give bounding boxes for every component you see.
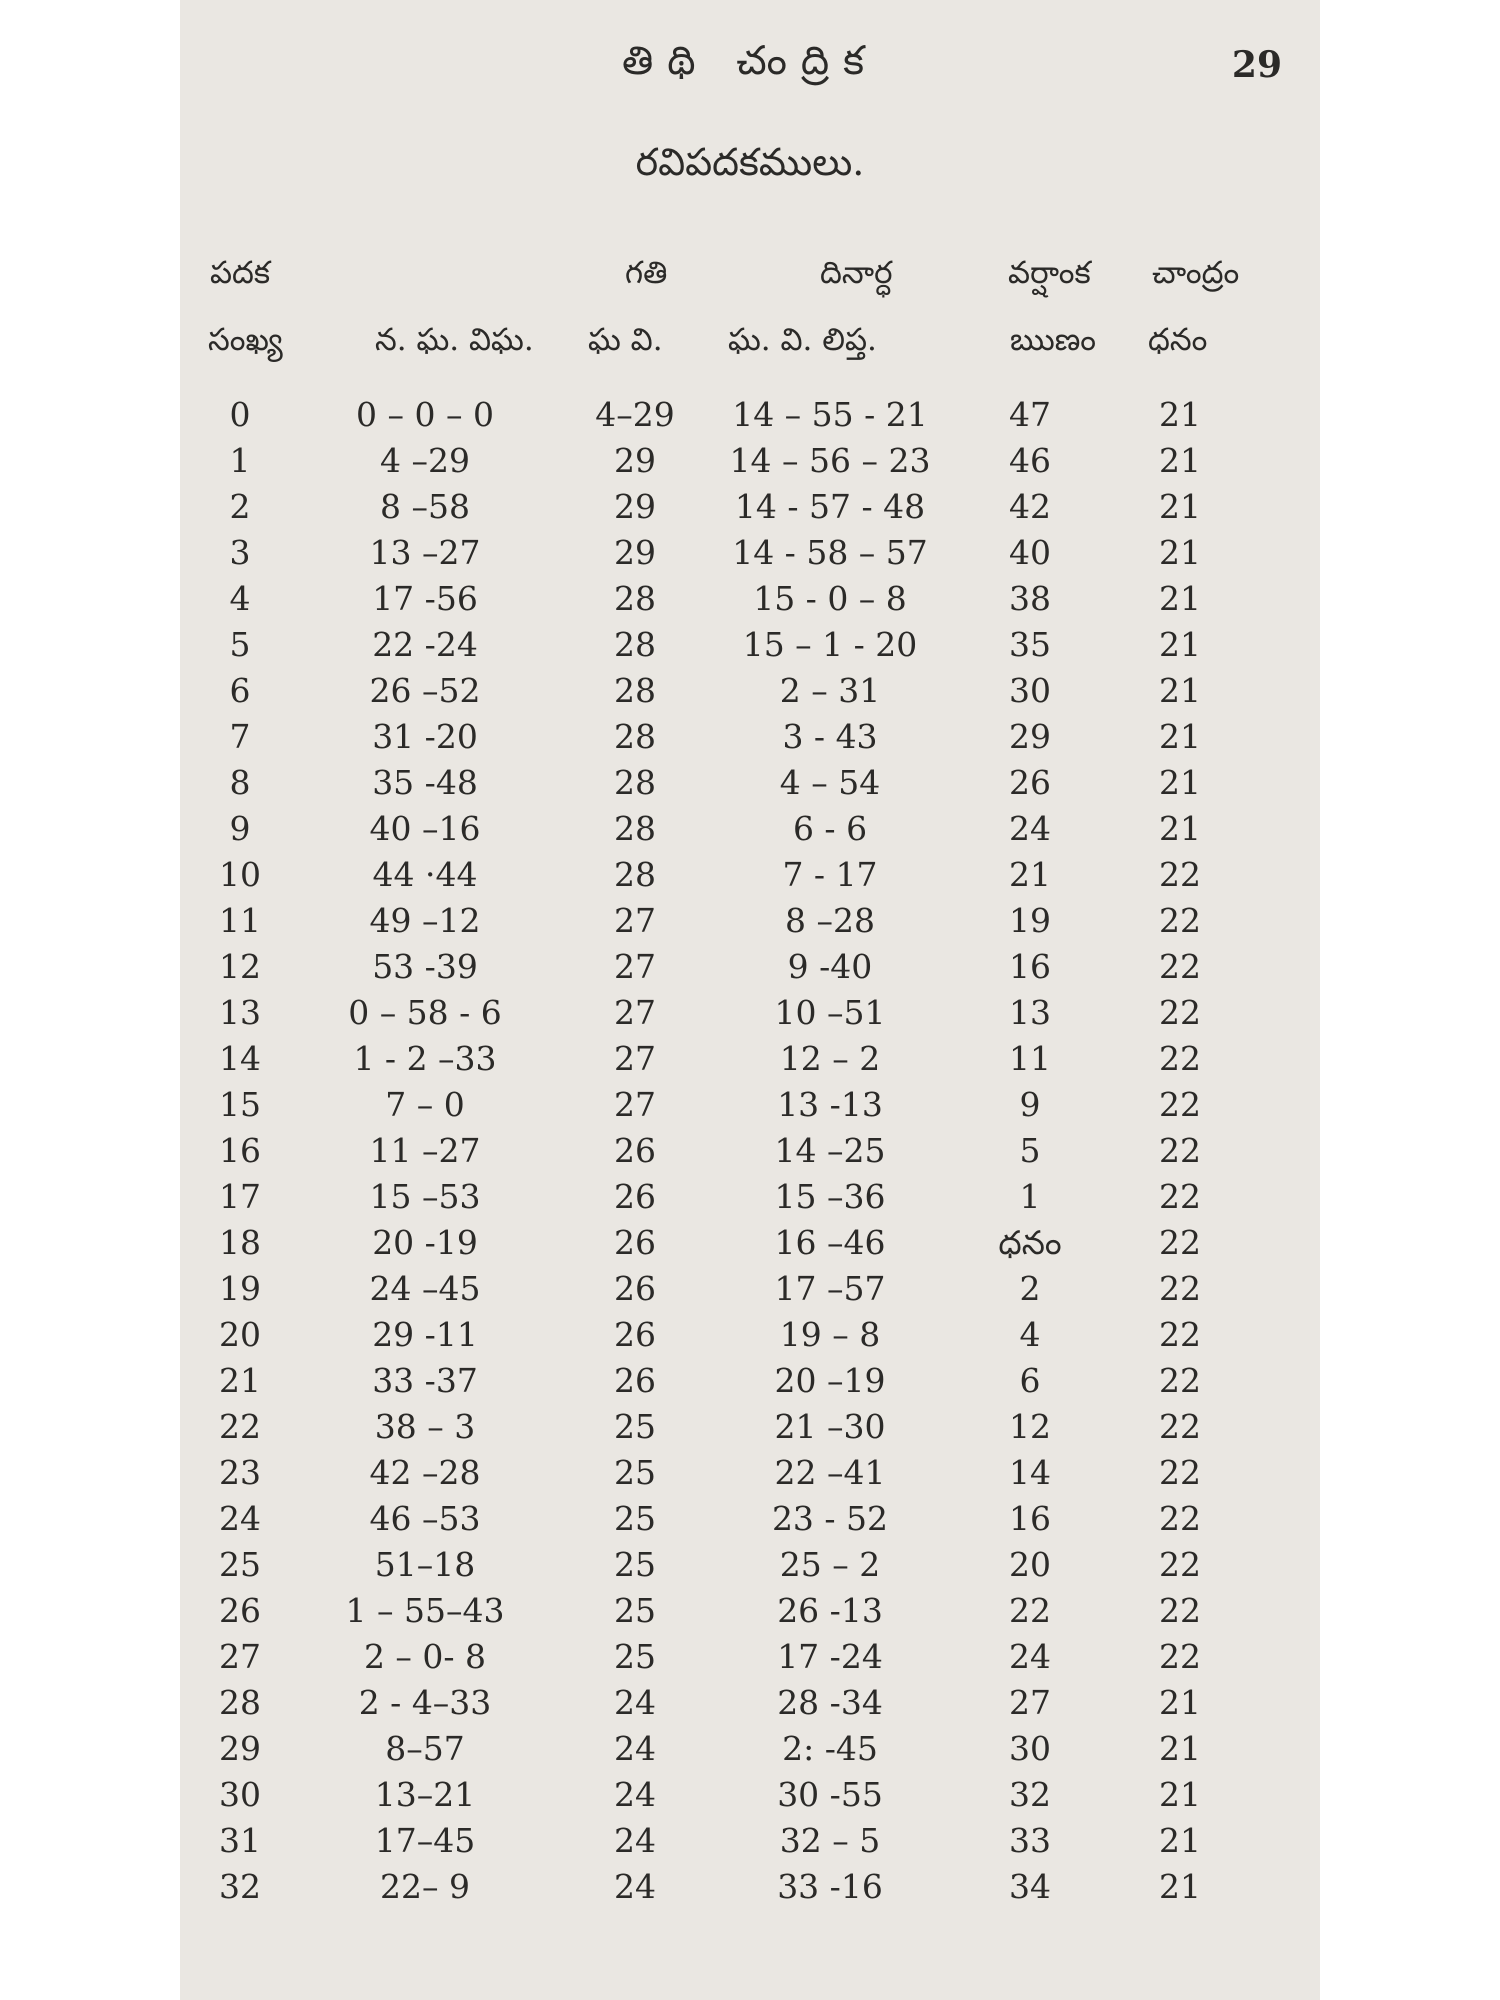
cell-gati: 0 – 0 – 0 <box>356 395 494 434</box>
cell-gati: 4 –29 <box>380 441 470 480</box>
cell-chandram: 22 <box>1159 1131 1201 1170</box>
cell-padaka-number: 23 <box>219 1453 261 1492</box>
table-row <box>180 1220 1320 1266</box>
cell-chandram: 21 <box>1159 1683 1201 1722</box>
cell-dinardha: 33 -16 <box>777 1867 883 1906</box>
table-row <box>180 760 1320 806</box>
cell-chandram: 22 <box>1159 1637 1201 1676</box>
cell-chandram: 21 <box>1159 533 1201 572</box>
cell-padaka-number: 5 <box>229 625 251 664</box>
cell-varshanka: 29 <box>1009 717 1051 756</box>
col-head-sankhya: సంఖ్య <box>208 322 283 358</box>
cell-gati-diff: 28 <box>614 671 656 710</box>
cell-varshanka: 16 <box>1009 947 1051 986</box>
cell-padaka-number: 26 <box>219 1591 261 1630</box>
table-row <box>180 1634 1320 1680</box>
cell-padaka-number: 7 <box>229 717 251 756</box>
col-head-chandram: చాంద్రం <box>1152 255 1240 291</box>
cell-gati-diff: 28 <box>614 809 656 848</box>
cell-gati-diff: 29 <box>614 487 656 526</box>
cell-padaka-number: 30 <box>219 1775 261 1814</box>
col-head-runam: ఋణం <box>1010 322 1097 358</box>
cell-dinardha: 17 –57 <box>774 1269 886 1308</box>
cell-varshanka: 38 <box>1009 579 1051 618</box>
cell-gati-diff: 26 <box>614 1361 656 1400</box>
page-number: 29 <box>1231 44 1282 86</box>
cell-padaka-number: 32 <box>219 1867 261 1906</box>
table-row <box>180 714 1320 760</box>
table-row <box>180 1036 1320 1082</box>
table-row <box>180 622 1320 668</box>
cell-padaka-number: 29 <box>219 1729 261 1768</box>
cell-varshanka: 27 <box>1009 1683 1051 1722</box>
cell-padaka-number: 4 <box>229 579 251 618</box>
cell-dinardha: 2 – 31 <box>779 671 881 710</box>
cell-dinardha: 8 –28 <box>785 901 875 940</box>
cell-chandram: 22 <box>1159 1453 1201 1492</box>
cell-gati: 31 -20 <box>372 717 478 756</box>
table-body <box>180 392 1320 1910</box>
cell-dinardha: 10 –51 <box>774 993 886 1032</box>
table-row <box>180 1174 1320 1220</box>
cell-gati-diff: 28 <box>614 855 656 894</box>
cell-gati: 8 –58 <box>380 487 470 526</box>
col-head-dinardha: దినార్ధ <box>820 255 893 291</box>
table-row <box>180 1266 1320 1312</box>
cell-gati: 46 –53 <box>369 1499 481 1538</box>
cell-chandram: 22 <box>1159 1269 1201 1308</box>
cell-gati-diff: 4–29 <box>595 395 675 434</box>
cell-gati: 40 –16 <box>369 809 481 848</box>
cell-chandram: 21 <box>1159 763 1201 802</box>
cell-padaka-number: 17 <box>219 1177 261 1216</box>
cell-dinardha: 30 -55 <box>777 1775 883 1814</box>
cell-padaka-number: 0 <box>229 395 251 434</box>
cell-varshanka: 11 <box>1009 1039 1051 1078</box>
cell-chandram: 22 <box>1159 1315 1201 1354</box>
cell-varshanka: 2 <box>1019 1269 1041 1308</box>
cell-padaka-number: 16 <box>219 1131 261 1170</box>
cell-chandram: 21 <box>1159 809 1201 848</box>
cell-gati: 1 - 2 –33 <box>353 1039 497 1078</box>
cell-padaka-number: 27 <box>219 1637 261 1676</box>
cell-padaka-number: 18 <box>219 1223 261 1262</box>
col-head-dhanam: ధనం <box>1148 322 1208 358</box>
cell-varshanka: 35 <box>1009 625 1051 664</box>
cell-chandram: 21 <box>1159 487 1201 526</box>
cell-chandram: 22 <box>1159 1223 1201 1262</box>
cell-gati: 7 – 0 <box>385 1085 465 1124</box>
cell-gati: 17–45 <box>374 1821 476 1860</box>
cell-dinardha: 13 -13 <box>777 1085 883 1124</box>
cell-gati: 24 –45 <box>369 1269 481 1308</box>
cell-gati-diff: 26 <box>614 1315 656 1354</box>
cell-dinardha: 28 -34 <box>777 1683 883 1722</box>
cell-padaka-number: 20 <box>219 1315 261 1354</box>
table-row <box>180 438 1320 484</box>
book-page <box>180 0 1320 2000</box>
cell-chandram: 22 <box>1159 1499 1201 1538</box>
table-row <box>180 944 1320 990</box>
table-row <box>180 484 1320 530</box>
table-row <box>180 530 1320 576</box>
cell-chandram: 21 <box>1159 1775 1201 1814</box>
table-row <box>180 898 1320 944</box>
cell-gati: 29 -11 <box>372 1315 478 1354</box>
cell-padaka-number: 25 <box>219 1545 261 1584</box>
cell-varshanka: 13 <box>1009 993 1051 1032</box>
cell-chandram: 22 <box>1159 855 1201 894</box>
cell-chandram: 22 <box>1159 1085 1201 1124</box>
cell-padaka-number: 13 <box>219 993 261 1032</box>
cell-gati: 44 ·44 <box>372 855 478 894</box>
cell-gati-diff: 26 <box>614 1269 656 1308</box>
cell-padaka-number: 19 <box>219 1269 261 1308</box>
cell-padaka-number: 11 <box>219 901 261 940</box>
cell-chandram: 22 <box>1159 1545 1201 1584</box>
cell-varshanka: 30 <box>1009 1729 1051 1768</box>
cell-dinardha: 19 – 8 <box>779 1315 881 1354</box>
cell-chandram: 21 <box>1159 395 1201 434</box>
cell-padaka-number: 28 <box>219 1683 261 1722</box>
cell-gati: 1 – 55–43 <box>345 1591 505 1630</box>
cell-dinardha: 15 – 1 - 20 <box>742 625 918 664</box>
table-row <box>180 1404 1320 1450</box>
col-head-units-a: న. ఘ. విఘ. <box>375 322 534 358</box>
cell-gati: 53 -39 <box>372 947 478 986</box>
cell-gati: 15 –53 <box>369 1177 481 1216</box>
cell-varshanka: 40 <box>1009 533 1051 572</box>
cell-dinardha: 23 - 52 <box>771 1499 889 1538</box>
cell-gati-diff: 27 <box>614 993 656 1032</box>
table-row <box>180 1588 1320 1634</box>
cell-padaka-number: 8 <box>229 763 251 802</box>
cell-dinardha: 14 – 55 - 21 <box>732 395 928 434</box>
cell-dinardha: 7 - 17 <box>782 855 878 894</box>
table-row <box>180 392 1320 438</box>
cell-varshanka: 21 <box>1009 855 1051 894</box>
cell-gati-diff: 27 <box>614 1039 656 1078</box>
cell-gati-diff: 28 <box>614 625 656 664</box>
cell-padaka-number: 1 <box>229 441 251 480</box>
cell-dinardha: 14 - 58 – 57 <box>732 533 928 572</box>
cell-padaka-number: 14 <box>219 1039 261 1078</box>
table-row <box>180 806 1320 852</box>
cell-gati-diff: 28 <box>614 763 656 802</box>
cell-dinardha: 2: -45 <box>782 1729 878 1768</box>
table-row <box>180 1082 1320 1128</box>
cell-dinardha: 20 –19 <box>774 1361 886 1400</box>
cell-dinardha: 21 –30 <box>774 1407 886 1446</box>
cell-chandram: 22 <box>1159 901 1201 940</box>
cell-chandram: 22 <box>1159 1591 1201 1630</box>
cell-padaka-number: 12 <box>219 947 261 986</box>
cell-gati: 22– 9 <box>380 1867 470 1906</box>
cell-dinardha: 25 – 2 <box>779 1545 881 1584</box>
cell-gati: 33 -37 <box>372 1361 478 1400</box>
cell-chandram: 21 <box>1159 1821 1201 1860</box>
table-row <box>180 1542 1320 1588</box>
cell-gati-diff: 28 <box>614 717 656 756</box>
col-head-units-c: ఘ. వి. లిప్త. <box>728 322 877 358</box>
cell-gati: 13 –27 <box>369 533 481 572</box>
running-title: తిథి చంద్రిక <box>621 38 879 84</box>
cell-dinardha: 16 –46 <box>774 1223 886 1262</box>
cell-dinardha: 3 - 43 <box>782 717 878 756</box>
cell-gati: 26 –52 <box>369 671 481 710</box>
cell-gati-diff: 28 <box>614 579 656 618</box>
cell-chandram: 22 <box>1159 1407 1201 1446</box>
cell-gati-diff: 27 <box>614 901 656 940</box>
cell-varshanka: 22 <box>1009 1591 1051 1630</box>
cell-dinardha: 22 –41 <box>774 1453 886 1492</box>
cell-gati: 38 – 3 <box>374 1407 476 1446</box>
table-title: రవిపదకములు. <box>635 140 865 184</box>
cell-chandram: 21 <box>1159 717 1201 756</box>
cell-gati: 17 -56 <box>372 579 478 618</box>
cell-varshanka: 24 <box>1009 1637 1051 1676</box>
cell-varshanka: 9 <box>1019 1085 1041 1124</box>
cell-varshanka: ధనం <box>998 1223 1062 1262</box>
cell-dinardha: 9 -40 <box>787 947 873 986</box>
cell-padaka-number: 2 <box>229 487 251 526</box>
cell-varshanka: 32 <box>1009 1775 1051 1814</box>
cell-dinardha: 26 -13 <box>777 1591 883 1630</box>
col-head-padaka: పదక <box>210 255 271 291</box>
cell-chandram: 21 <box>1159 1867 1201 1906</box>
cell-gati: 51–18 <box>374 1545 476 1584</box>
cell-dinardha: 17 -24 <box>777 1637 883 1676</box>
cell-gati-diff: 24 <box>614 1821 656 1860</box>
page-header <box>180 38 1320 98</box>
table-row <box>180 1772 1320 1818</box>
cell-chandram: 22 <box>1159 1361 1201 1400</box>
cell-varshanka: 26 <box>1009 763 1051 802</box>
cell-varshanka: 34 <box>1009 1867 1051 1906</box>
cell-gati-diff: 25 <box>614 1499 656 1538</box>
cell-gati-diff: 25 <box>614 1637 656 1676</box>
cell-gati: 11 –27 <box>369 1131 481 1170</box>
cell-varshanka: 1 <box>1019 1177 1041 1216</box>
cell-gati: 22 -24 <box>372 625 478 664</box>
table-row <box>180 990 1320 1036</box>
cell-chandram: 22 <box>1159 993 1201 1032</box>
cell-dinardha: 14 – 56 – 23 <box>729 441 931 480</box>
cell-dinardha: 32 – 5 <box>779 1821 881 1860</box>
table-row <box>180 1496 1320 1542</box>
cell-chandram: 22 <box>1159 1039 1201 1078</box>
table-row <box>180 576 1320 622</box>
table-row <box>180 1864 1320 1910</box>
cell-varshanka: 20 <box>1009 1545 1051 1584</box>
cell-dinardha: 14 –25 <box>774 1131 886 1170</box>
cell-varshanka: 47 <box>1009 395 1051 434</box>
cell-chandram: 22 <box>1159 1177 1201 1216</box>
cell-gati-diff: 24 <box>614 1775 656 1814</box>
col-head-varshanka: వర్షాంక <box>1008 255 1091 291</box>
cell-chandram: 21 <box>1159 579 1201 618</box>
col-head-units-b: ఘ వి. <box>588 322 663 358</box>
cell-varshanka: 33 <box>1009 1821 1051 1860</box>
cell-varshanka: 14 <box>1009 1453 1051 1492</box>
cell-gati-diff: 27 <box>614 947 656 986</box>
cell-gati-diff: 29 <box>614 533 656 572</box>
cell-varshanka: 6 <box>1019 1361 1041 1400</box>
cell-varshanka: 12 <box>1009 1407 1051 1446</box>
cell-chandram: 21 <box>1159 625 1201 664</box>
cell-padaka-number: 10 <box>219 855 261 894</box>
cell-gati: 2 - 4–33 <box>358 1683 492 1722</box>
table-row <box>180 1818 1320 1864</box>
cell-padaka-number: 6 <box>229 671 251 710</box>
cell-gati-diff: 26 <box>614 1131 656 1170</box>
cell-gati-diff: 24 <box>614 1683 656 1722</box>
cell-gati: 2 – 0- 8 <box>363 1637 487 1676</box>
cell-varshanka: 30 <box>1009 671 1051 710</box>
cell-gati: 8–57 <box>385 1729 465 1768</box>
cell-padaka-number: 31 <box>219 1821 261 1860</box>
cell-varshanka: 16 <box>1009 1499 1051 1538</box>
cell-gati-diff: 25 <box>614 1545 656 1584</box>
cell-chandram: 21 <box>1159 671 1201 710</box>
cell-dinardha: 14 - 57 - 48 <box>734 487 926 526</box>
cell-varshanka: 19 <box>1009 901 1051 940</box>
cell-gati: 42 –28 <box>369 1453 481 1492</box>
cell-padaka-number: 15 <box>219 1085 261 1124</box>
cell-varshanka: 4 <box>1019 1315 1041 1354</box>
cell-chandram: 21 <box>1159 441 1201 480</box>
cell-padaka-number: 3 <box>229 533 251 572</box>
cell-dinardha: 6 - 6 <box>792 809 868 848</box>
cell-varshanka: 24 <box>1009 809 1051 848</box>
cell-gati-diff: 25 <box>614 1407 656 1446</box>
cell-gati-diff: 26 <box>614 1223 656 1262</box>
cell-gati: 0 – 58 - 6 <box>348 993 502 1032</box>
cell-padaka-number: 22 <box>219 1407 261 1446</box>
cell-gati: 13–21 <box>374 1775 476 1814</box>
col-head-gati: గతి <box>625 255 668 291</box>
table-row <box>180 1726 1320 1772</box>
table-row <box>180 668 1320 714</box>
cell-gati-diff: 24 <box>614 1867 656 1906</box>
table-row <box>180 1680 1320 1726</box>
table-row <box>180 1128 1320 1174</box>
cell-dinardha: 4 – 54 <box>779 763 881 802</box>
cell-gati-diff: 25 <box>614 1591 656 1630</box>
cell-varshanka: 5 <box>1019 1131 1041 1170</box>
cell-gati-diff: 24 <box>614 1729 656 1768</box>
cell-padaka-number: 24 <box>219 1499 261 1538</box>
table-row <box>180 1312 1320 1358</box>
cell-dinardha: 15 –36 <box>774 1177 886 1216</box>
cell-dinardha: 15 - 0 – 8 <box>753 579 907 618</box>
table-row <box>180 1450 1320 1496</box>
cell-gati-diff: 26 <box>614 1177 656 1216</box>
table-row <box>180 1358 1320 1404</box>
cell-varshanka: 42 <box>1009 487 1051 526</box>
cell-chandram: 22 <box>1159 947 1201 986</box>
cell-padaka-number: 21 <box>219 1361 261 1400</box>
cell-dinardha: 12 – 2 <box>779 1039 881 1078</box>
cell-varshanka: 46 <box>1009 441 1051 480</box>
cell-padaka-number: 9 <box>229 809 251 848</box>
cell-gati: 35 -48 <box>372 763 478 802</box>
cell-gati-diff: 29 <box>614 441 656 480</box>
cell-gati: 20 -19 <box>372 1223 478 1262</box>
cell-chandram: 21 <box>1159 1729 1201 1768</box>
table-row <box>180 852 1320 898</box>
cell-gati-diff: 27 <box>614 1085 656 1124</box>
cell-gati: 49 –12 <box>369 901 481 940</box>
cell-gati-diff: 25 <box>614 1453 656 1492</box>
